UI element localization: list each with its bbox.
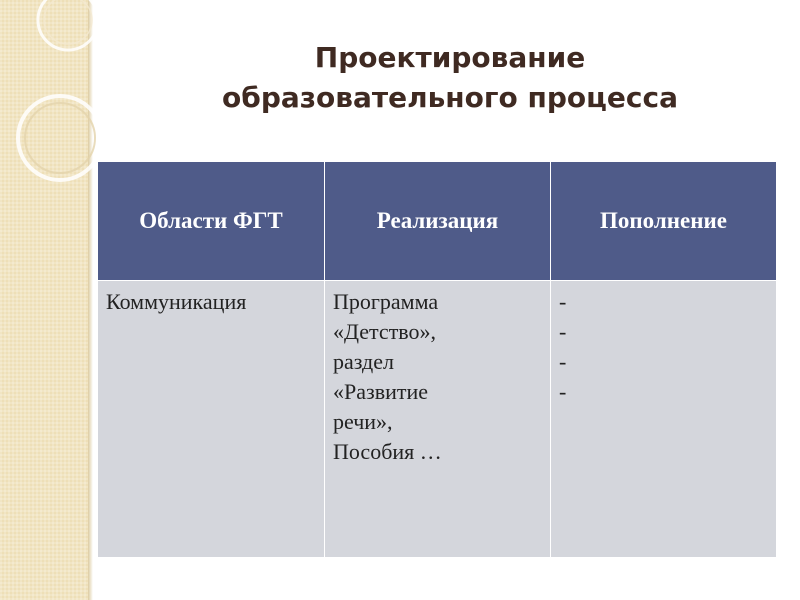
list-item: - (559, 289, 567, 314)
list-item: - (559, 319, 567, 344)
header-additions: Пополнение (551, 162, 777, 281)
table-row (98, 281, 777, 558)
cell-realization (325, 281, 551, 558)
cell-additions (551, 281, 777, 558)
slide-title-line-2: образовательного процесса (222, 81, 678, 114)
slide-title (150, 38, 750, 118)
fgt-areas-table (97, 161, 777, 558)
list-item: - (559, 379, 567, 404)
header-realization: Реализация (325, 162, 551, 281)
table-header-row (98, 162, 777, 281)
realization-text: Программа «Детство», раздел «Развитие речи», Пособия … (333, 289, 442, 464)
additions-list (559, 287, 768, 407)
list-item: - (559, 349, 567, 374)
header-areas: Области ФГТ (98, 162, 325, 281)
slide-title-line-1: Проектирование (314, 41, 586, 74)
cell-area: Коммуникация (98, 281, 325, 558)
